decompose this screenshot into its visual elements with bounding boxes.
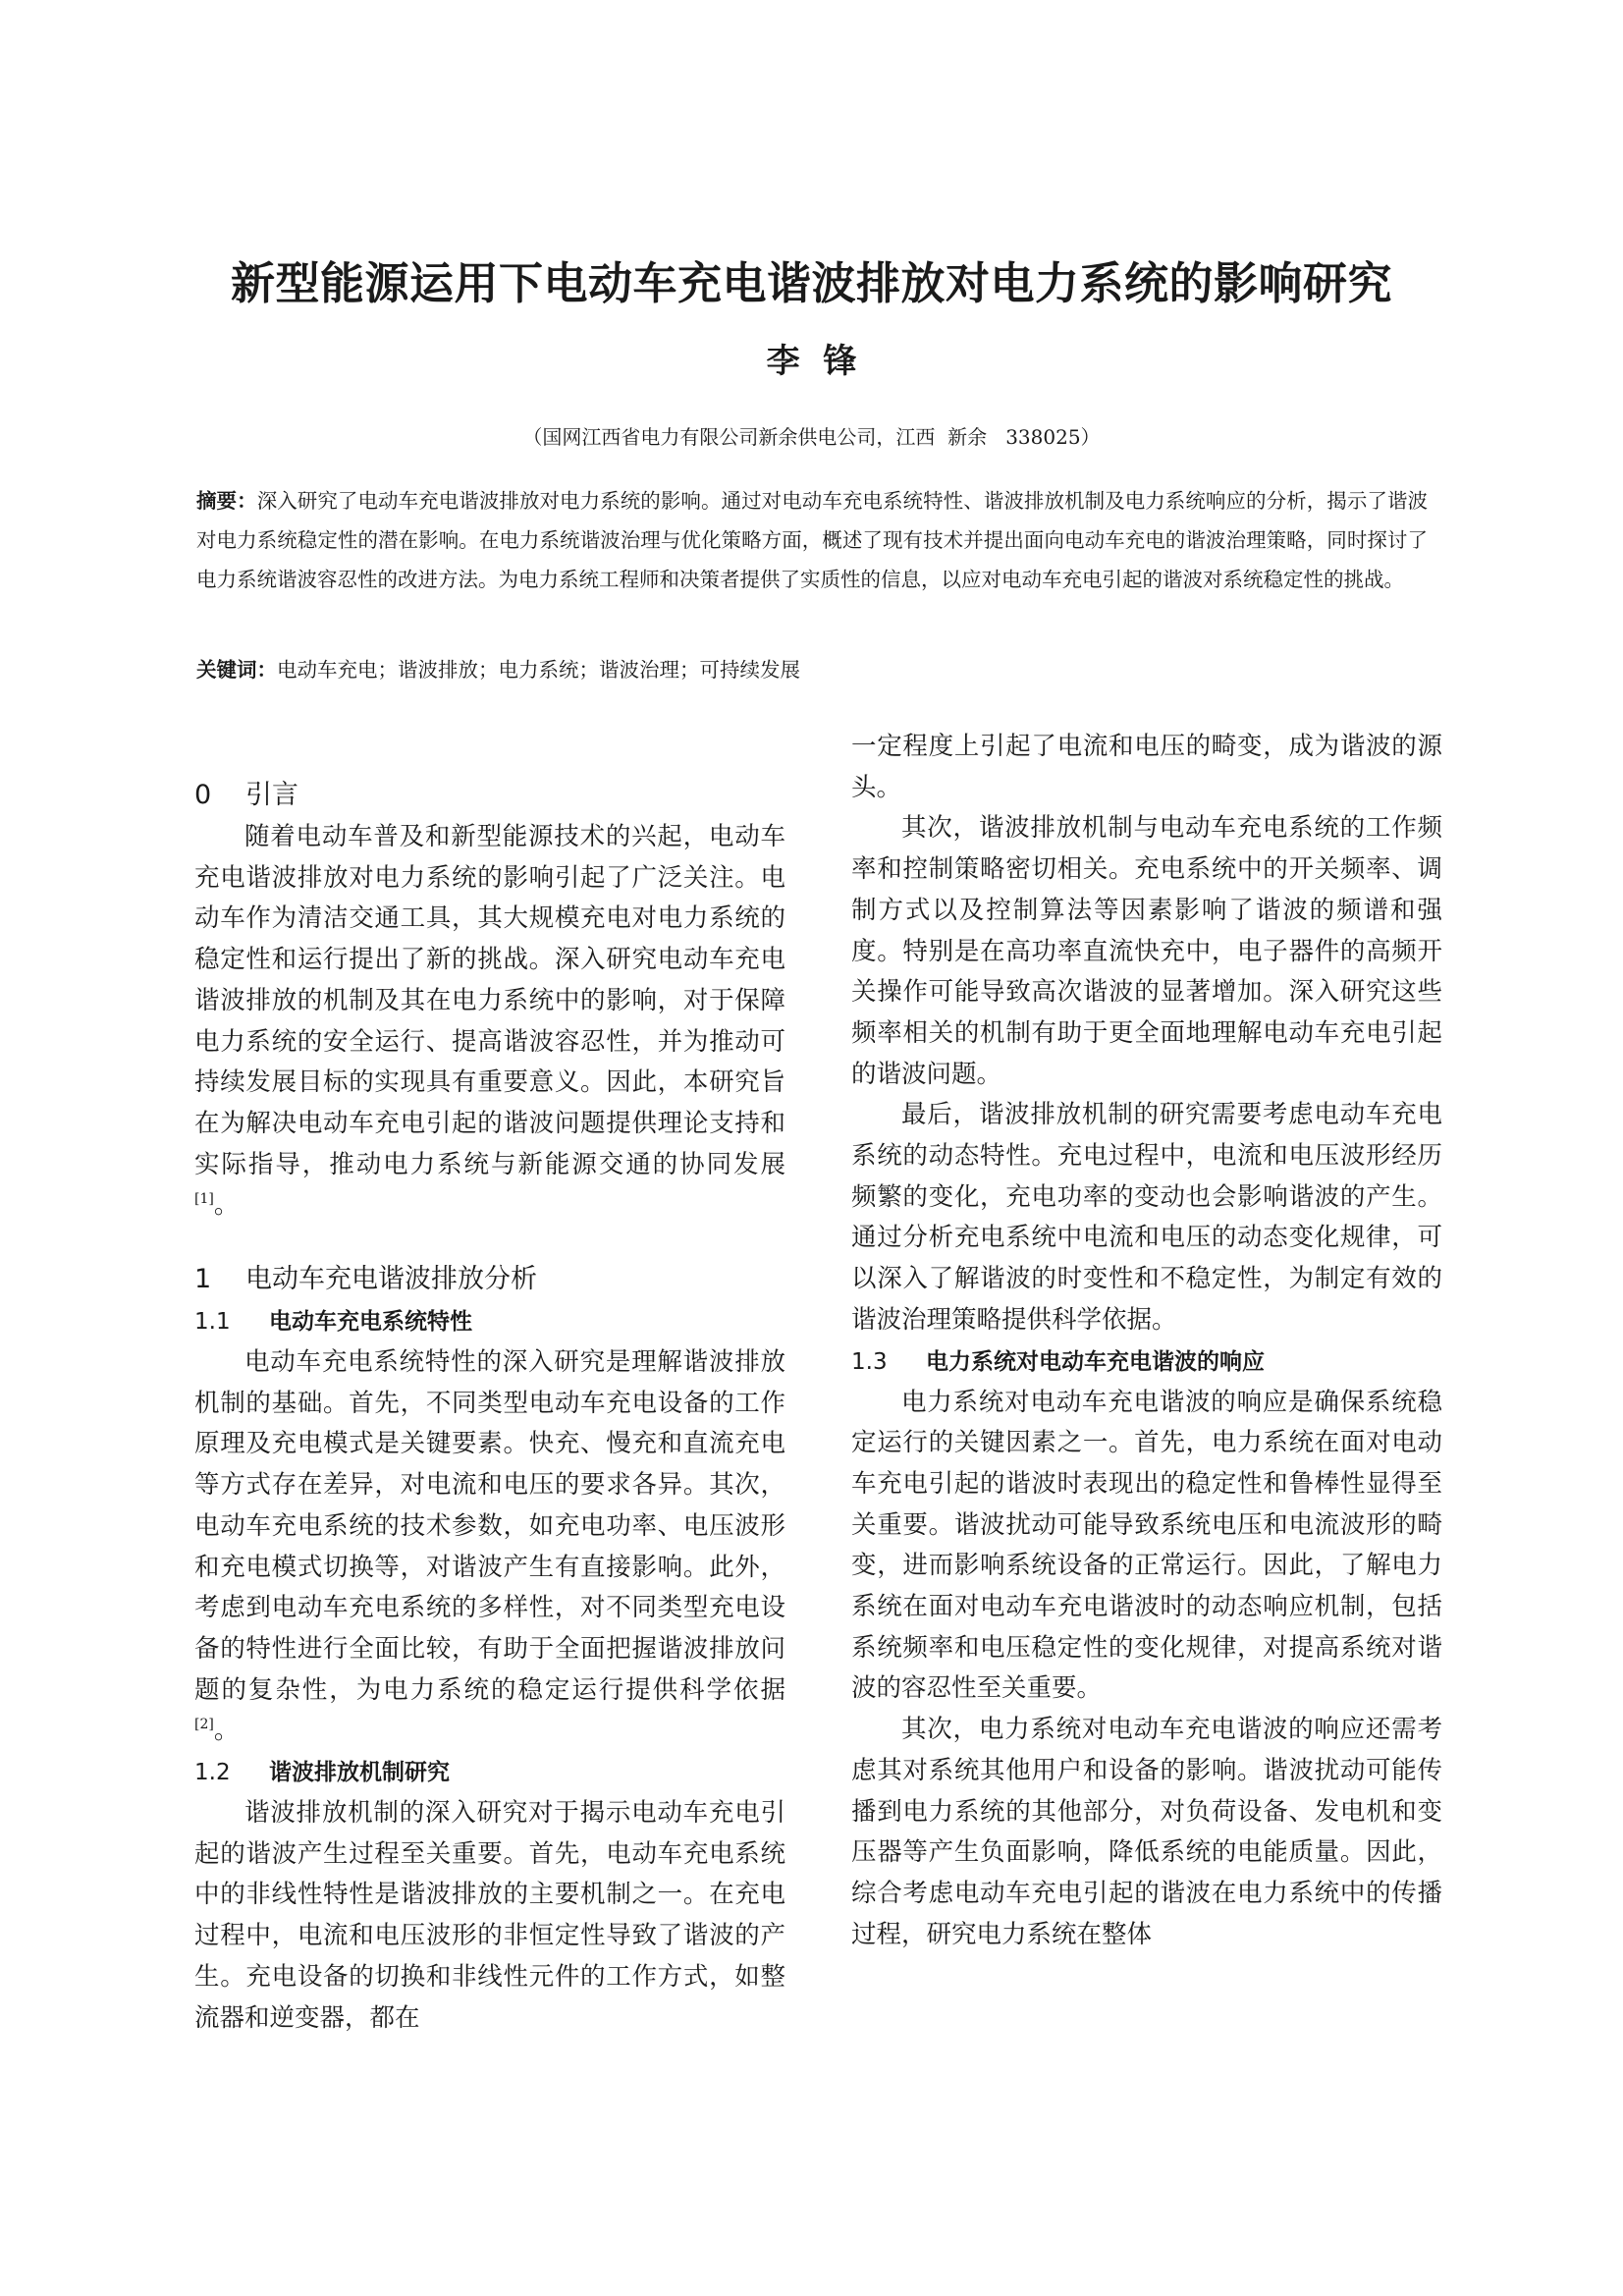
- keywords-text: 电动车充电；谐波排放；电力系统；谐波治理；可持续发展: [277, 658, 800, 682]
- section-number: 0: [194, 780, 212, 810]
- subsection-heading-1-1: [194, 1301, 785, 1342]
- abstract-text: 深入研究了电动车充电谐波排放对电力系统的影响。通过对电动车充电系统特性、谐波排放机制及电力系统响应的分析，揭示了谐波对电力系统稳定性的潜在影响。在电力系统谐波治理与优化策略方面，概述了现有技术并提出面向电动车充电的谐波治理策略，同时探讨了电力系统谐波容忍性的改进方法。为电力系统工程师和决策者提供了实质性的信息，以应对电动车充电引起的谐波对系统稳定性的挑战。: [196, 489, 1429, 591]
- right-column: [851, 727, 1442, 1955]
- subsection-heading-1-3: [851, 1341, 1442, 1383]
- section-heading-1: [194, 1260, 785, 1299]
- abstract: [196, 481, 1428, 599]
- subsection-number: 1.2: [194, 1760, 231, 1786]
- section-heading-intro: [194, 776, 785, 815]
- paragraph-1-1: 电动车充电系统特性的深入研究是理解谐波排放机制的基础。首先，不同类型电动车充电设备的工作原理及充电模式是关键要素。快充、慢充和直流充电等方式存在差异，对电流和电压的要求各异。其次，电动车充电系统的技术参数，如充电功率、电压波形和充电模式切换等，对谐波产生有直接影响。此外，考虑到电动车充电系统的多样性，对不同类型充电设备的特性进行全面比较，有助于全面把握谐波排放问题的复杂性，为电力系统的稳定运行提供科学依据[2]。: [194, 1347, 785, 1746]
- subsection-number: 1.1: [194, 1309, 231, 1336]
- subsection-title: 谐波排放机制研究: [269, 1760, 450, 1786]
- section-title: 引言: [245, 780, 298, 810]
- paragraph-1-2-a-continued: 一定程度上引起了电流和电压的畸变，成为谐波的源头。: [851, 732, 1442, 802]
- abstract-label: 摘要：: [196, 489, 257, 513]
- citation: [1]: [194, 1191, 214, 1208]
- paragraph-1-2-c: 最后，谐波排放机制的研究需要考虑电动车充电系统的动态特性。充电过程中，电流和电压波形经历频繁的变化，充电功率的变动也会影响谐波的产生。通过分析充电系统中电流和电压的动态变化规律，可以深入了解谐波的时变性和不稳定性，为制定有效的谐波治理策略提供科学依据。: [851, 1100, 1442, 1335]
- paragraph-1-3-a: 电力系统对电动车充电谐波的响应是确保系统稳定运行的关键因素之一。首先，电力系统在面对电动车充电引起的谐波时表现出的稳定性和鲁棒性显得至关重要。谐波扰动可能导致系统电压和电流波形的畸变，进而影响系统设备的正常运行。因此，了解电力系统在面对电动车充电谐波时的动态响应机制，包括系统频率和电压稳定性的变化规律，对提高系统对谐波的容忍性至关重要。: [851, 1387, 1442, 1704]
- author-affiliation: （国网江西省电力有限公司新余供电公司，江西 新余 338025）: [522, 425, 1101, 449]
- paragraph-1-3-b: 其次，电力系统对电动车充电谐波的响应还需考虑其对系统其他用户和设备的影响。谐波扰动可能传播到电力系统的其他部分，对负荷设备、发电机和变压器等产生负面影响，降低系统的电能质量。因此，综合考虑电动车充电引起的谐波在电力系统中的传播过程，研究电力系统在整体: [851, 1715, 1442, 1949]
- section-number: 1: [194, 1264, 212, 1295]
- author-name: 李 锋: [766, 342, 857, 381]
- keywords-label: 关键词：: [196, 658, 277, 682]
- subsection-title: 电力系统对电动车充电谐波的响应: [926, 1348, 1265, 1375]
- section-title: 电动车充电谐波排放分析: [245, 1264, 537, 1295]
- subsection-heading-1-2: [194, 1752, 785, 1793]
- subsection-title: 电动车充电系统特性: [269, 1309, 472, 1336]
- paragraph-1-2-a: 谐波排放机制的深入研究对于揭示电动车充电引起的谐波产生过程至关重要。首先，电动车充电系统中的非线性特性是谐波排放的主要机制之一。在充电过程中，电流和电压波形的非恒定性导致了谐波的产生。充电设备的切换和非线性元件的工作方式，如整流器和逆变器，都在: [194, 1798, 785, 2033]
- paragraph-1-2-b: 其次，谐波排放机制与电动车充电系统的工作频率和控制策略密切相关。充电系统中的开关频率、调制方式以及控制算法等因素影响了谐波的频谱和强度。特别是在高功率直流快充中，电子器件的高频开关操作可能导致高次谐波的显著增加。深入研究这些频率相关的机制有助于更全面地理解电动车充电引起的谐波问题。: [851, 813, 1442, 1089]
- keywords: [196, 650, 1428, 689]
- left-column: [194, 776, 785, 2039]
- paper-title: 新型能源运用下电动车充电谐波排放对电力系统的影响研究: [230, 257, 1392, 309]
- subsection-number: 1.3: [851, 1348, 888, 1375]
- intro-paragraph: 随着电动车普及和新型能源技术的兴起，电动车充电谐波排放对电力系统的影响引起了广泛关注。电动车作为清洁交通工具，其大规模充电对电力系统的稳定性和运行提出了新的挑战。深入研究电动车充电谐波排放的机制及其在电力系统中的影响，对于保障电力系统的安全运行、提高谐波容忍性，并为推动可持续发展目标的实现具有重要意义。因此，本研究旨在为解决电动车充电引起的谐波问题提供理论支持和实际指导，推动电力系统与新能源交通的协同发展[1]。: [194, 822, 785, 1221]
- citation: [2]: [194, 1717, 214, 1733]
